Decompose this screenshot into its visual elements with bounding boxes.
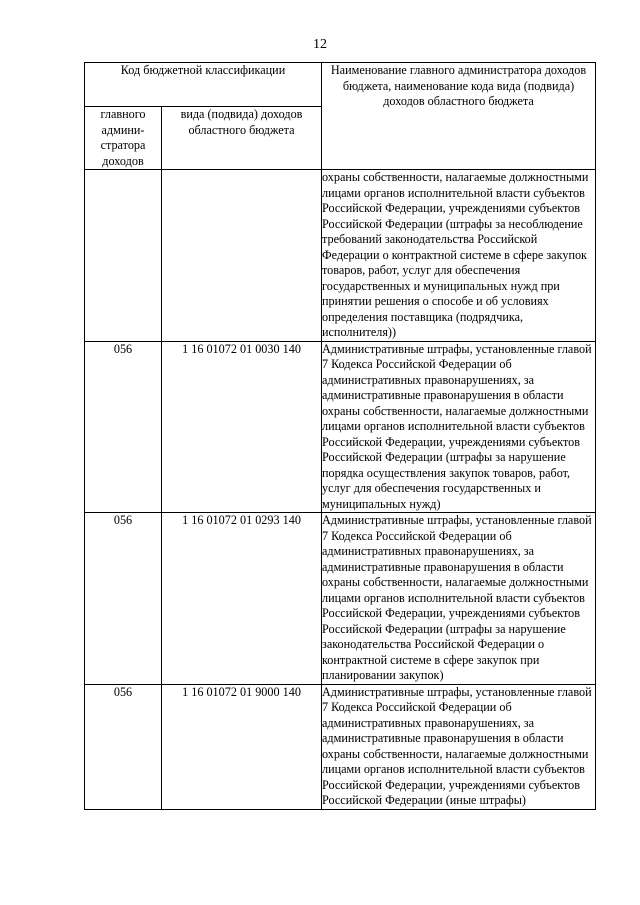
admin-cell — [85, 170, 162, 342]
table-row — [85, 684, 596, 809]
admin-cell: 056 — [85, 684, 162, 809]
code-cell: 1 16 01072 01 0030 140 — [162, 341, 322, 513]
page-number: 12 — [313, 37, 327, 52]
header-admin-column: главного админи-стратора доходов — [85, 107, 162, 170]
name-cell: Административные штрафы, установленные главой 7 Кодекса Российской Федерации об административных правонарушениях, за административные правонарушения в области охраны собственности, налагаемые должностными лицами органов исполнительной власти субъектов Российской Федерации, учреждениями субъектов Российской Федерации (штрафы за нарушение порядка осуществления закупок товаров, работ, услуг для обеспечения государственных и муниципальных нужд) — [322, 341, 596, 513]
code-cell: 1 16 01072 01 9000 140 — [162, 684, 322, 809]
name-cell: Административные штрафы, установленные главой 7 Кодекса Российской Федерации об административных правонарушениях, за административные правонарушения в области охраны собственности, налагаемые должностными лицами органов исполнительной власти субъектов Российской Федерации, учреждениями субъектов Российской Федерации (иные штрафы) — [322, 684, 596, 809]
budget-classification-table — [84, 62, 596, 810]
name-cell: охраны собственности, налагаемые должностными лицами органов исполнительной власти субъектов Российской Федерации, учреждениями субъектов Российской Федерации (штрафы за несоблюдение требований законодательства Российской Федерации о контрактной системе в сфере закупок товаров, работ, услуг для обеспечения государственных и муниципальных нужд при принятии решения о способе и об условиях определения поставщика (подрядчика, исполнителя)) — [322, 170, 596, 342]
header-budget-code-group: Код бюджетной классификации — [85, 63, 322, 107]
header-name-column: Наименование главного администратора доходов бюджета, наименование кода вида (подвида) доходов областного бюджета — [322, 63, 596, 170]
code-cell: 1 16 01072 01 0293 140 — [162, 513, 322, 685]
admin-cell: 056 — [85, 513, 162, 685]
name-cell: Административные штрафы, установленные главой 7 Кодекса Российской Федерации об административных правонарушениях, за административные правонарушения в области охраны собственности, налагаемые должностными лицами органов исполнительной власти субъектов Российской Федерации, учреждениями субъектов Российской Федерации (штрафы за нарушение законодательства Российской Федерации о контрактной системе в сфере закупок при планировании закупок) — [322, 513, 596, 685]
table-row — [85, 170, 596, 342]
header-row-1 — [85, 63, 596, 107]
header-code-column: вида (подвида) доходов областного бюджета — [162, 107, 322, 170]
table-row — [85, 341, 596, 513]
admin-cell: 056 — [85, 341, 162, 513]
table-row — [85, 513, 596, 685]
code-cell — [162, 170, 322, 342]
